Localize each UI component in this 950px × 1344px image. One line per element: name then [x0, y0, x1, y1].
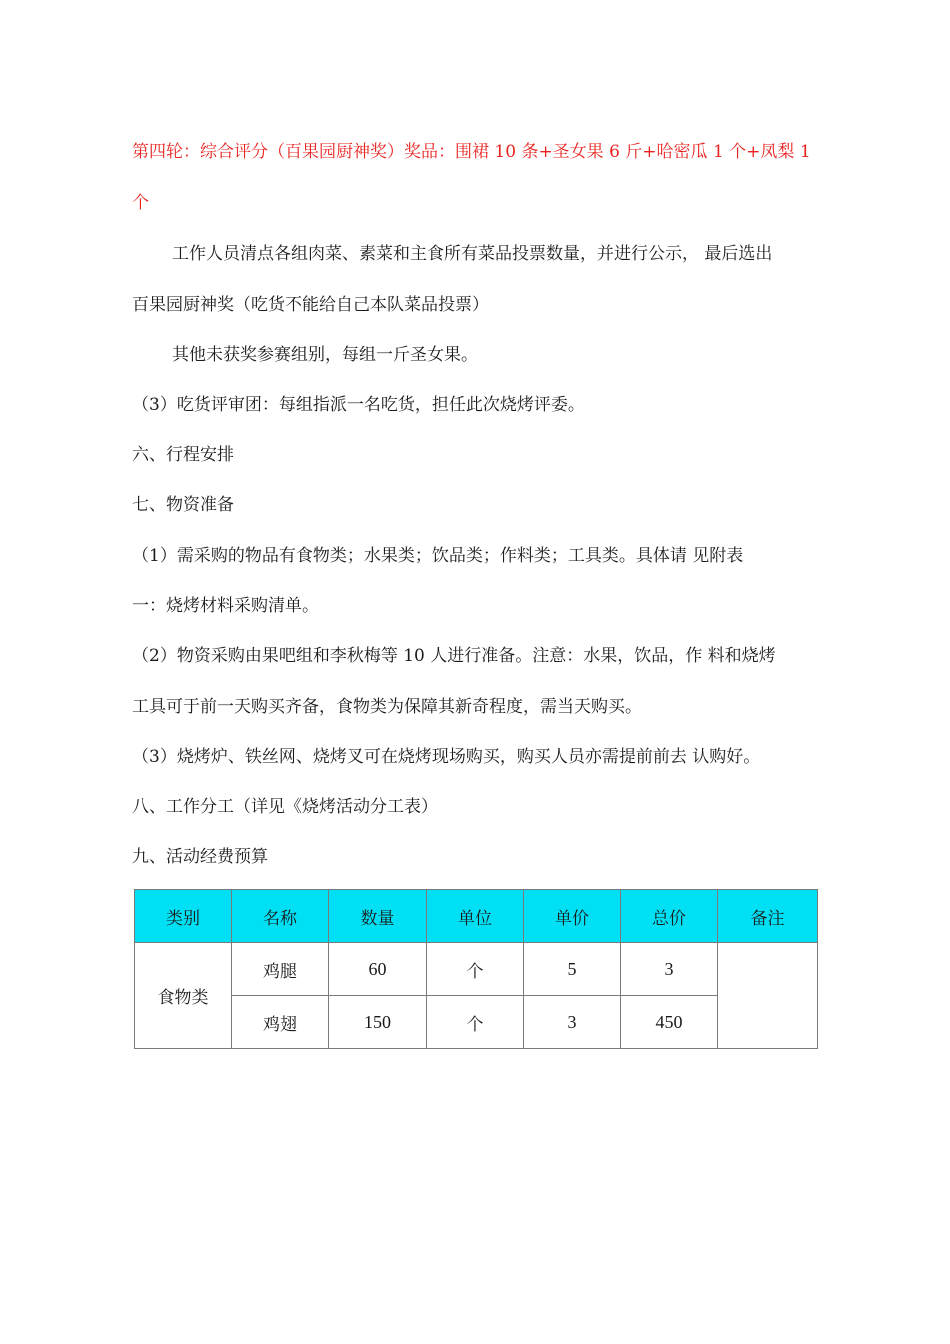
round-four-award-line-cont: 个: [132, 193, 149, 213]
unit-price-cell: 3: [524, 996, 621, 1049]
unit-cell: 个: [427, 996, 524, 1049]
header-quantity: 数量: [329, 890, 427, 943]
header-total-price: 总价: [621, 890, 718, 943]
category-cell: 食物类: [135, 943, 232, 1049]
item-name-cell: 鸡腿: [232, 943, 329, 996]
supplies-paragraph-1-cont: 一：烧烤材料采购清单。: [132, 596, 319, 616]
header-unit: 单位: [427, 890, 524, 943]
section-eight-heading: 八、工作分工（详见《烧烤活动分工表）: [132, 797, 438, 817]
supplies-paragraph-2: （2）物资采购由果吧组和李秋梅等 10 人进行准备。注意：水果，饮品，作 料和烧烤: [132, 646, 776, 666]
section-seven-heading: 七、物资准备: [132, 495, 234, 515]
consolation-prize-paragraph: 其他未获奖参赛组别，每组一斤圣女果。: [172, 345, 478, 365]
header-unit-price: 单价: [524, 890, 621, 943]
table-header-row: [135, 890, 818, 943]
section-six-heading: 六、行程安排: [132, 445, 234, 465]
header-name: 名称: [232, 890, 329, 943]
budget-table: [134, 889, 818, 1049]
supplies-paragraph-3: （3）烧烤炉、铁丝网、烧烤叉可在烧烤现场购买，购买人员亦需提前前去 认购好。: [132, 747, 761, 767]
table-row: [135, 996, 818, 1049]
judges-paragraph: （3）吃货评审团：每组指派一名吃货，担任此次烧烤评委。: [132, 395, 585, 415]
table-row: [135, 943, 818, 996]
quantity-cell: 150: [329, 996, 427, 1049]
note-cell: [718, 943, 818, 1049]
vote-count-paragraph-cont: 百果园厨神奖（吃货不能给自己本队菜品投票）: [132, 295, 489, 315]
item-name-cell: 鸡翅: [232, 996, 329, 1049]
quantity-cell: 60: [329, 943, 427, 996]
unit-price-cell: 5: [524, 943, 621, 996]
total-price-cell: 3: [621, 943, 718, 996]
round-four-award-line: 第四轮：综合评分（百果园厨神奖）奖品：围裙 10 条+圣女果 6 斤+哈密瓜 1 个+凤梨 1: [132, 142, 811, 162]
vote-count-paragraph: 工作人员清点各组肉菜、素菜和主食所有菜品投票数量，并进行公示， 最后选出: [172, 244, 773, 264]
unit-cell: 个: [427, 943, 524, 996]
total-price-cell: 450: [621, 996, 718, 1049]
header-category: 类别: [135, 890, 232, 943]
supplies-paragraph-1: （1）需采购的物品有食物类；水果类；饮品类；作料类；工具类。具体请 见附表: [132, 546, 744, 566]
section-nine-heading: 九、活动经费预算: [132, 847, 268, 867]
header-note: 备注: [718, 890, 818, 943]
supplies-paragraph-2-cont: 工具可于前一天购买齐备，食物类为保障其新奇程度，需当天购买。: [132, 697, 642, 717]
